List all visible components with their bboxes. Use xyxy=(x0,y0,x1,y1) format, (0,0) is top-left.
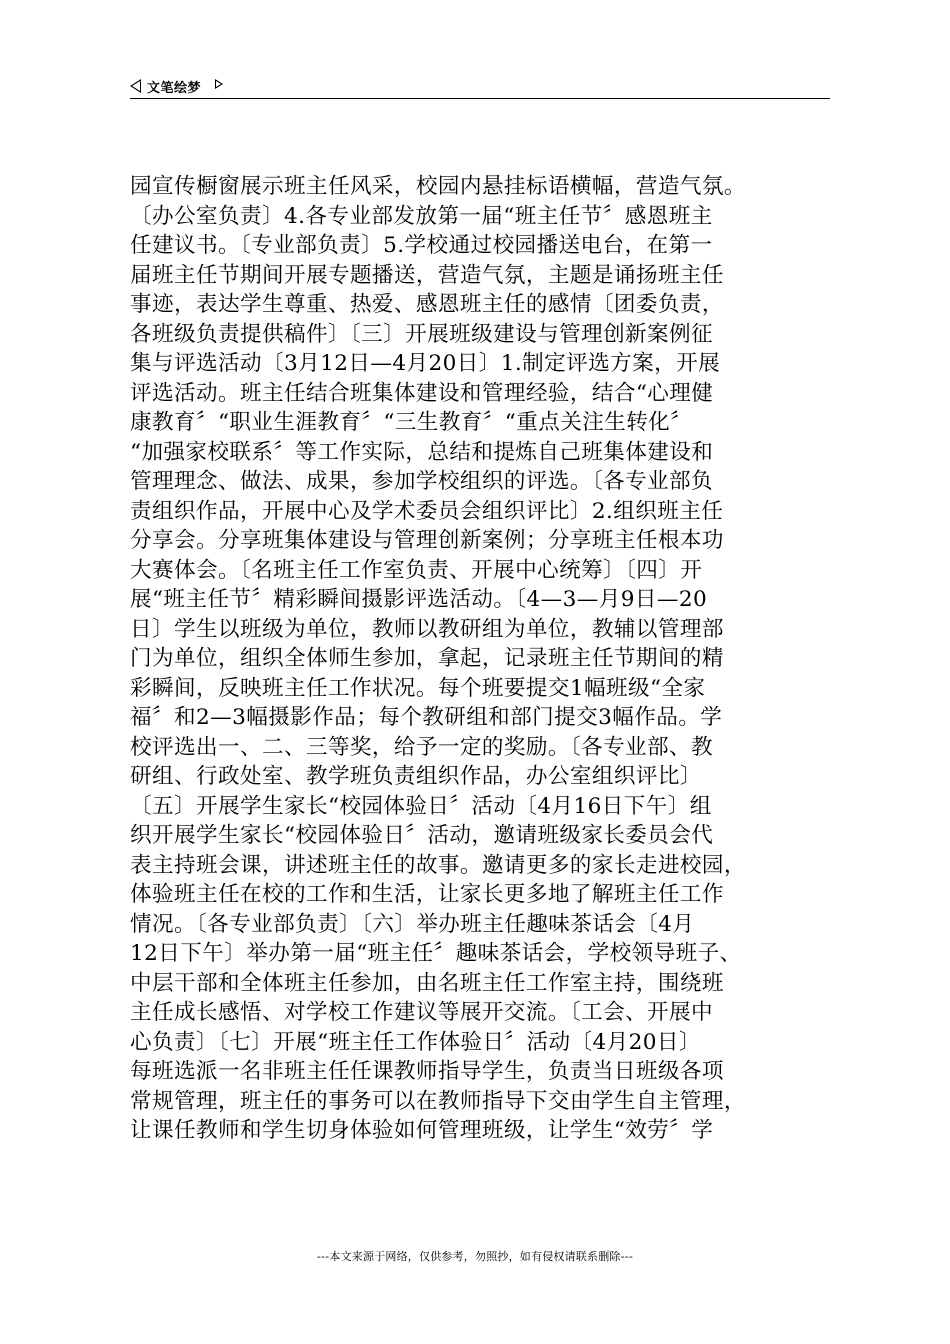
body-line: 常规管理，班主任的事务可以在教师指导下交由学生自主管理， xyxy=(130,1088,746,1114)
body-line: 主任成长感悟、对学校工作建议等展开交流。〔工会、开展中 xyxy=(130,1000,714,1025)
body-line: 校评选出一、二、三等奖，给予一定的奖励。〔各专业部、教 xyxy=(130,734,714,760)
body-line: 任建议书。〔专业部负责〕5.学校通过校园播送电台，在第一 xyxy=(130,233,713,258)
body-line: 每班选派一名非班主任任课教师指导学生，负责当日班级各项 xyxy=(130,1059,724,1084)
body-line: 大赛体会。〔名班主任工作室负责、开展中心统筹〕〔四〕开 xyxy=(130,557,703,583)
body-line: 让课任教师和学生切身体验如何管理班级，让学生“效劳〞学 xyxy=(130,1118,714,1143)
body-line: “加强家校联系〞等工作实际，总结和提炼自己班集体建设和 xyxy=(130,439,714,465)
body-line: 管理理念、做法、成果，参加学校组织的评选。〔各专业部负 xyxy=(130,469,714,494)
body-line: 届班主任节期间开展专题播送，营造气氛，主题是诵扬班主任 xyxy=(130,262,724,288)
footer-disclaimer: ---本文来源于网络，仅供参考，勿照抄，如有侵权请联系删除--- xyxy=(316,1250,634,1263)
body-text xyxy=(130,172,836,1146)
body-line: 心负责〕〔七〕开展“班主任工作体验日〞活动〔4月20日〕 xyxy=(130,1029,701,1055)
body-line: 分享会。分享班集体建设与管理创新案例；分享班主任根本功 xyxy=(130,528,724,553)
body-line: 表主持班会课，讲述班主任的故事。邀请更多的家长走进校园， xyxy=(130,852,746,878)
body-line: 中层干部和全体班主任参加，由名班主任工作室主持，围绕班 xyxy=(130,970,724,996)
body-line: 福〞和2—3幅摄影作品；每个教研组和部门提交3幅作品。学 xyxy=(130,705,723,730)
body-line: 体验班主任在校的工作和生活，让家长更多地了解班主任工作 xyxy=(130,882,724,907)
body-line: 事迹，表达学生尊重、热爱、感恩班主任的感情〔团委负责， xyxy=(130,292,724,317)
body-line: 研组、行政处室、教学班负责组织作品，办公室组织评比〕 xyxy=(130,764,702,789)
body-line: 集与评选活动〔3月12日—4月20日〕1.制定评选方案，开展 xyxy=(130,351,721,376)
body-line: 展“班主任节〞精彩瞬间摄影评选活动。〔4—3—月9日—20 xyxy=(130,587,708,612)
body-line: 评选活动。班主任结合班集体建设和管理经验，结合“心理健 xyxy=(130,380,714,406)
header-title: 文笔绘梦 xyxy=(147,80,202,96)
header-divider xyxy=(130,98,830,99)
body-line: 〔五〕开展学生家长“校园体验日〞活动〔4月16日下午〕组 xyxy=(130,793,712,819)
body-line: 各班级负责提供稿件〕〔三〕开展班级建设与管理创新案例征 xyxy=(130,321,714,347)
body-line: 康教育〞“职业生涯教育〞“三生教育〞“重点关注生转化〞 xyxy=(130,410,693,435)
triangle-left-icon xyxy=(130,79,141,93)
body-line: 12日下午〕举办第一届“班主任〞趣味茶话会，学校领导班子、 xyxy=(130,941,742,966)
body-line: 日〕学生以班级为单位，教师以教研组为单位，教辅以管理部 xyxy=(130,616,724,642)
body-line: 园宣传橱窗展示班主任风采，校园内悬挂标语横幅，营造气氛。 xyxy=(130,174,746,199)
body-line: 门为单位，组织全体师生参加，拿起，记录班主任节期间的精 xyxy=(130,646,724,671)
triangle-right-icon xyxy=(215,79,223,89)
body-line: 〔办公室负责〕4.各专业部发放第一届“班主任节〞感恩班主 xyxy=(130,203,713,229)
body-line: 责组织作品，开展中心及学术委员会组织评比〕2.组织班主任 xyxy=(130,498,724,524)
body-line: 织开展学生家长“校园体验日〞活动，邀请班级家长委员会代 xyxy=(130,823,714,848)
page-header xyxy=(130,74,830,98)
body-line: 情况。〔各专业部负责〕〔六〕举办班主任趣味茶话会〔4月 xyxy=(130,911,695,937)
body-line: 彩瞬间，反映班主任工作状况。每个班要提交1幅班级“全家 xyxy=(130,675,706,701)
